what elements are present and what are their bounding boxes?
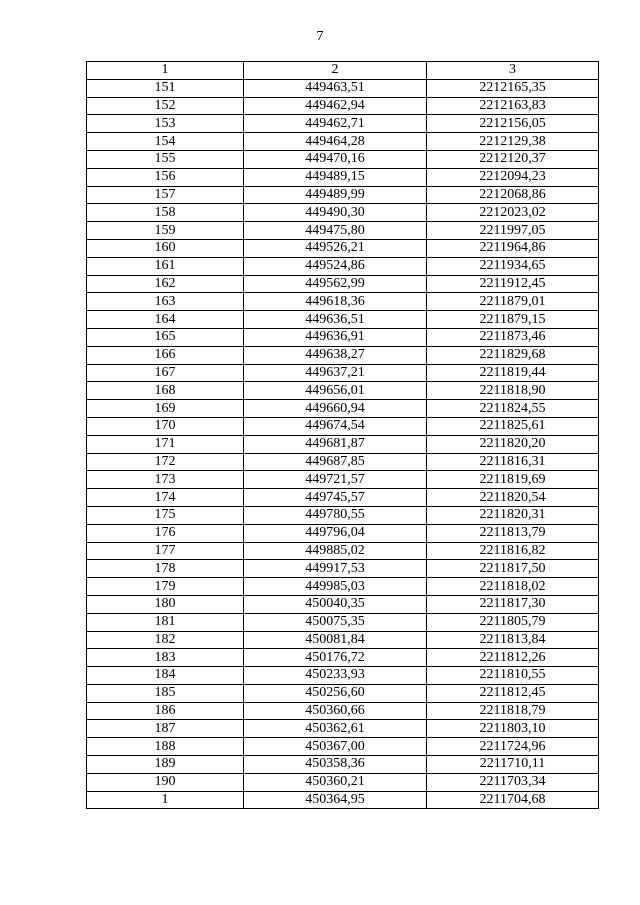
- y-coordinate-cell: 2211873,46: [427, 328, 599, 346]
- x-coordinate-cell: 449463,51: [244, 79, 427, 97]
- y-coordinate-cell: 2211997,05: [427, 222, 599, 240]
- y-coordinate-cell: 2211829,68: [427, 346, 599, 364]
- y-coordinate-cell: 2211703,34: [427, 773, 599, 791]
- point-number-cell: 190: [87, 773, 244, 791]
- y-coordinate-cell: 2211818,90: [427, 382, 599, 400]
- table-row: [87, 791, 599, 809]
- y-coordinate-cell: 2212163,83: [427, 97, 599, 115]
- point-number-cell: 159: [87, 222, 244, 240]
- x-coordinate-cell: 449638,27: [244, 346, 427, 364]
- table-row: [87, 631, 599, 649]
- y-coordinate-cell: 2212156,05: [427, 115, 599, 133]
- table-row: [87, 346, 599, 364]
- table-row: [87, 684, 599, 702]
- x-coordinate-cell: 450360,66: [244, 702, 427, 720]
- point-number-cell: 181: [87, 613, 244, 631]
- point-number-cell: 182: [87, 631, 244, 649]
- y-coordinate-cell: 2211813,84: [427, 631, 599, 649]
- y-coordinate-cell: 2211817,30: [427, 595, 599, 613]
- point-number-cell: 164: [87, 311, 244, 329]
- table-row: [87, 756, 599, 774]
- x-coordinate-cell: 449660,94: [244, 400, 427, 418]
- x-coordinate-cell: 449462,71: [244, 115, 427, 133]
- x-coordinate-cell: 449656,01: [244, 382, 427, 400]
- y-coordinate-cell: 2211710,11: [427, 756, 599, 774]
- y-coordinate-cell: 2211812,26: [427, 649, 599, 667]
- x-coordinate-cell: 449475,80: [244, 222, 427, 240]
- table-row: [87, 649, 599, 667]
- x-coordinate-cell: 449885,02: [244, 542, 427, 560]
- table-row: [87, 595, 599, 613]
- table-row: [87, 204, 599, 222]
- point-number-cell: 186: [87, 702, 244, 720]
- y-coordinate-cell: 2212129,38: [427, 133, 599, 151]
- y-coordinate-cell: 2211879,01: [427, 293, 599, 311]
- point-number-cell: 167: [87, 364, 244, 382]
- x-coordinate-cell: 449636,91: [244, 328, 427, 346]
- table-row: [87, 702, 599, 720]
- x-coordinate-cell: 450081,84: [244, 631, 427, 649]
- x-coordinate-cell: 450176,72: [244, 649, 427, 667]
- table-row: [87, 560, 599, 578]
- point-number-cell: 163: [87, 293, 244, 311]
- y-coordinate-cell: 2212120,37: [427, 150, 599, 168]
- point-number-cell: 157: [87, 186, 244, 204]
- table-row: [87, 133, 599, 151]
- point-number-cell: 1: [87, 791, 244, 809]
- x-coordinate-cell: 449618,36: [244, 293, 427, 311]
- table-row: [87, 222, 599, 240]
- x-coordinate-cell: 449796,04: [244, 524, 427, 542]
- y-coordinate-cell: 2211812,45: [427, 684, 599, 702]
- x-coordinate-cell: 449745,57: [244, 489, 427, 507]
- point-number-cell: 171: [87, 435, 244, 453]
- y-coordinate-cell: 2211819,44: [427, 364, 599, 382]
- point-number-cell: 155: [87, 150, 244, 168]
- x-coordinate-cell: 449681,87: [244, 435, 427, 453]
- table-row: [87, 328, 599, 346]
- column-header-point-number: 1: [87, 62, 244, 80]
- point-number-cell: 175: [87, 506, 244, 524]
- x-coordinate-cell: 449524,86: [244, 257, 427, 275]
- table-row: [87, 506, 599, 524]
- point-number-cell: 183: [87, 649, 244, 667]
- point-number-cell: 184: [87, 667, 244, 685]
- y-coordinate-cell: 2211824,55: [427, 400, 599, 418]
- x-coordinate-cell: 449489,99: [244, 186, 427, 204]
- table-row: [87, 720, 599, 738]
- table-header-row: [87, 62, 599, 80]
- table-row: [87, 417, 599, 435]
- point-number-cell: 160: [87, 239, 244, 257]
- point-number-cell: 176: [87, 524, 244, 542]
- table-row: [87, 150, 599, 168]
- y-coordinate-cell: 2211825,61: [427, 417, 599, 435]
- table-row: [87, 257, 599, 275]
- x-coordinate-cell: 449462,94: [244, 97, 427, 115]
- point-number-cell: 189: [87, 756, 244, 774]
- table-row: [87, 435, 599, 453]
- point-number-cell: 152: [87, 97, 244, 115]
- x-coordinate-cell: 449526,21: [244, 239, 427, 257]
- column-header-y-coordinate: 3: [427, 62, 599, 80]
- y-coordinate-cell: 2211813,79: [427, 524, 599, 542]
- point-number-cell: 161: [87, 257, 244, 275]
- y-coordinate-cell: 2211912,45: [427, 275, 599, 293]
- point-number-cell: 177: [87, 542, 244, 560]
- x-coordinate-cell: 449636,51: [244, 311, 427, 329]
- coordinates-table-body: [87, 62, 599, 809]
- point-number-cell: 162: [87, 275, 244, 293]
- y-coordinate-cell: 2211810,55: [427, 667, 599, 685]
- y-coordinate-cell: 2212068,86: [427, 186, 599, 204]
- table-row: [87, 311, 599, 329]
- x-coordinate-cell: 449489,15: [244, 168, 427, 186]
- y-coordinate-cell: 2211817,50: [427, 560, 599, 578]
- table-row: [87, 186, 599, 204]
- point-number-cell: 172: [87, 453, 244, 471]
- point-number-cell: 153: [87, 115, 244, 133]
- table-row: [87, 542, 599, 560]
- table-row: [87, 293, 599, 311]
- point-number-cell: 166: [87, 346, 244, 364]
- x-coordinate-cell: 450358,36: [244, 756, 427, 774]
- point-number-cell: 179: [87, 578, 244, 596]
- x-coordinate-cell: 449721,57: [244, 471, 427, 489]
- x-coordinate-cell: 450360,21: [244, 773, 427, 791]
- coordinates-table: [86, 61, 599, 809]
- x-coordinate-cell: 450075,35: [244, 613, 427, 631]
- x-coordinate-cell: 450367,00: [244, 738, 427, 756]
- table-row: [87, 79, 599, 97]
- point-number-cell: 158: [87, 204, 244, 222]
- point-number-cell: 187: [87, 720, 244, 738]
- point-number-cell: 165: [87, 328, 244, 346]
- y-coordinate-cell: 2211818,02: [427, 578, 599, 596]
- y-coordinate-cell: 2211934,65: [427, 257, 599, 275]
- table-row: [87, 115, 599, 133]
- x-coordinate-cell: 449985,03: [244, 578, 427, 596]
- table-row: [87, 97, 599, 115]
- table-row: [87, 364, 599, 382]
- point-number-cell: 151: [87, 79, 244, 97]
- point-number-cell: 185: [87, 684, 244, 702]
- x-coordinate-cell: 449490,30: [244, 204, 427, 222]
- x-coordinate-cell: 449687,85: [244, 453, 427, 471]
- table-row: [87, 453, 599, 471]
- point-number-cell: 180: [87, 595, 244, 613]
- x-coordinate-cell: 449562,99: [244, 275, 427, 293]
- y-coordinate-cell: 2211704,68: [427, 791, 599, 809]
- point-number-cell: 174: [87, 489, 244, 507]
- table-row: [87, 382, 599, 400]
- x-coordinate-cell: 450364,95: [244, 791, 427, 809]
- page-number: 7: [316, 29, 324, 44]
- y-coordinate-cell: 2212023,02: [427, 204, 599, 222]
- table-row: [87, 471, 599, 489]
- y-coordinate-cell: 2211805,79: [427, 613, 599, 631]
- point-number-cell: 188: [87, 738, 244, 756]
- table-row: [87, 168, 599, 186]
- x-coordinate-cell: 449917,53: [244, 560, 427, 578]
- y-coordinate-cell: 2211816,82: [427, 542, 599, 560]
- point-number-cell: 154: [87, 133, 244, 151]
- y-coordinate-cell: 2211964,86: [427, 239, 599, 257]
- point-number-cell: 170: [87, 417, 244, 435]
- point-number-cell: 168: [87, 382, 244, 400]
- y-coordinate-cell: 2211820,54: [427, 489, 599, 507]
- table-row: [87, 524, 599, 542]
- x-coordinate-cell: 449470,16: [244, 150, 427, 168]
- x-coordinate-cell: 449674,54: [244, 417, 427, 435]
- point-number-cell: 156: [87, 168, 244, 186]
- x-coordinate-cell: 450256,60: [244, 684, 427, 702]
- x-coordinate-cell: 449464,28: [244, 133, 427, 151]
- x-coordinate-cell: 450362,61: [244, 720, 427, 738]
- x-coordinate-cell: 450233,93: [244, 667, 427, 685]
- table-row: [87, 400, 599, 418]
- y-coordinate-cell: 2211879,15: [427, 311, 599, 329]
- y-coordinate-cell: 2211818,79: [427, 702, 599, 720]
- table-row: [87, 738, 599, 756]
- table-row: [87, 578, 599, 596]
- y-coordinate-cell: 2211820,31: [427, 506, 599, 524]
- y-coordinate-cell: 2211816,31: [427, 453, 599, 471]
- y-coordinate-cell: 2211724,96: [427, 738, 599, 756]
- y-coordinate-cell: 2211820,20: [427, 435, 599, 453]
- table-row: [87, 239, 599, 257]
- table-row: [87, 667, 599, 685]
- x-coordinate-cell: 450040,35: [244, 595, 427, 613]
- y-coordinate-cell: 2212165,35: [427, 79, 599, 97]
- point-number-cell: 169: [87, 400, 244, 418]
- y-coordinate-cell: 2211803,10: [427, 720, 599, 738]
- y-coordinate-cell: 2211819,69: [427, 471, 599, 489]
- y-coordinate-cell: 2212094,23: [427, 168, 599, 186]
- x-coordinate-cell: 449637,21: [244, 364, 427, 382]
- point-number-cell: 178: [87, 560, 244, 578]
- point-number-cell: 173: [87, 471, 244, 489]
- x-coordinate-cell: 449780,55: [244, 506, 427, 524]
- table-row: [87, 613, 599, 631]
- table-row: [87, 275, 599, 293]
- table-row: [87, 773, 599, 791]
- table-row: [87, 489, 599, 507]
- column-header-x-coordinate: 2: [244, 62, 427, 80]
